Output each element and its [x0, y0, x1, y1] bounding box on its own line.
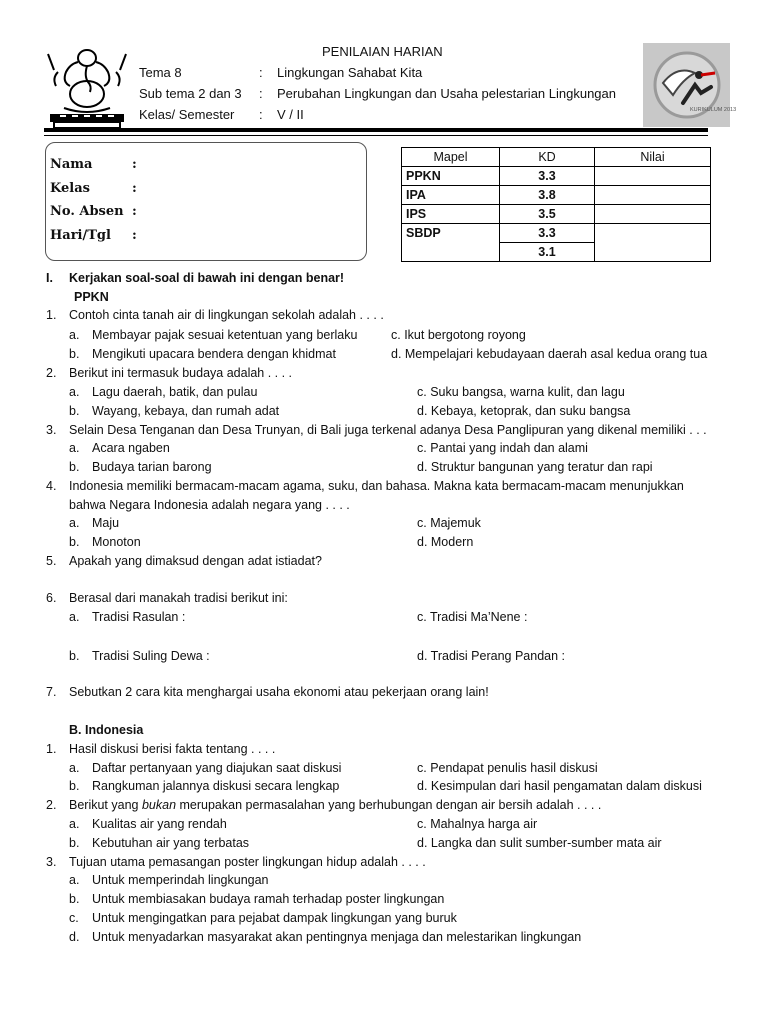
table-row: 3.1 — [402, 243, 711, 262]
option-c[interactable]: c. Untuk mengingatkan para pejabat dampak lingkungan yang buruk — [69, 911, 457, 925]
answer-perang-pandan[interactable]: d. Tradisi Perang Pandan : — [417, 649, 566, 663]
option-b[interactable]: b. Untuk membiasakan budaya ramah terhadap poster lingkungan — [69, 892, 445, 906]
kurikulum-logo-icon — [643, 43, 730, 127]
header-row-subtema: Sub tema 2 dan 3 : Perubahan Lingkungan dan Usaha pelestarian Lingkungan — [139, 86, 616, 101]
option-a[interactable]: a. Daftar pertanyaan yang diajukan saat diskusi — [69, 761, 342, 775]
question-4-continued: bahwa Negara Indonesia adalah negara yang . . . . — [69, 498, 350, 512]
table-row: IPA 3.8 — [402, 186, 711, 205]
field-kelas[interactable]: Kelas : — [50, 181, 137, 196]
option-d[interactable]: d. Langka dan sulit sumber-sumber mata air — [417, 836, 662, 850]
header-rule-thick — [44, 128, 708, 132]
nilai-cell-ppkn[interactable] — [595, 167, 711, 186]
table-row: SBDP 3.3 — [402, 224, 711, 243]
kurikulum-logo — [643, 43, 737, 127]
question-4: 4. Indonesia memiliki bermacam-macam agama, suku, dan bahasa. Makna kata bermacam-macam menunjukkan — [46, 479, 684, 493]
header-row-tema: Tema 8 : Lingkungan Sahabat Kita — [139, 65, 423, 80]
question-5: 5. Apakah yang dimaksud dengan adat istiadat? — [46, 554, 322, 568]
question-3: 3. Selain Desa Tenganan dan Desa Trunyan, di Bali juga terkenal adanya Desa Panglipuran yang dikenal memiliki . . . — [46, 423, 707, 437]
option-b[interactable]: b. Kebutuhan air yang terbatas — [69, 836, 250, 850]
option-a[interactable]: a. Lagu daerah, batik, dan pulau — [69, 385, 258, 399]
field-nama[interactable]: Nama : — [50, 157, 137, 172]
question-2: 2. Berikut yang bukan merupakan permasalahan yang berhubungan dengan air bersih adalah . . . . — [46, 798, 602, 812]
option-b[interactable]: b. Mengikuti upacara bendera dengan khidmat — [69, 347, 336, 361]
question-6: 6. Berasal dari manakah tradisi berikut ini: — [46, 591, 288, 605]
option-d[interactable]: d. Struktur bangunan yang teratur dan rapi — [417, 460, 653, 474]
section-instruction: I. Kerjakan soal-soal di bawah ini dengan benar! — [46, 271, 345, 285]
option-c[interactable]: c. Pendapat penulis hasil diskusi — [417, 761, 598, 775]
option-a[interactable]: a. Maju — [69, 516, 120, 530]
nilai-cell-sbdp[interactable] — [595, 224, 711, 262]
field-hari-tgl[interactable]: Hari/Tgl : — [50, 228, 137, 243]
option-d[interactable]: d. Kesimpulan dari hasil pengamatan dalam diskusi — [417, 779, 702, 793]
field-no-absen[interactable]: No. Absen : — [50, 204, 137, 219]
option-b[interactable]: b. Monoton — [69, 535, 141, 549]
option-d[interactable]: d. Untuk menyadarkan masyarakat akan pentingnya menjaga dan melestarikan lingkungan — [69, 930, 582, 944]
ganesha-logo-icon — [44, 42, 130, 130]
option-a[interactable]: a. Untuk memperindah lingkungan — [69, 873, 269, 887]
option-b[interactable]: b. Wayang, kebaya, dan rumah adat — [69, 404, 280, 418]
answer-manene[interactable]: c. Tradisi Ma’Nene : — [417, 610, 528, 624]
option-c[interactable]: c. Pantai yang indah dan alami — [417, 441, 588, 455]
question-1: 1. Hasil diskusi berisi fakta tentang . . . . — [46, 742, 276, 756]
question-3: 3. Tujuan utama pemasangan poster lingkungan hidup adalah . . . . — [46, 855, 426, 869]
nilai-cell-ips[interactable] — [595, 205, 711, 224]
option-b[interactable]: b. Budaya tarian barong — [69, 460, 212, 474]
header-rule-thin — [44, 135, 708, 136]
option-c[interactable]: c. Suku bangsa, warna kulit, dan lagu — [417, 385, 625, 399]
option-a[interactable]: a. Membayar pajak sesuai ketentuan yang berlaku — [69, 328, 358, 342]
option-d[interactable]: d. Modern — [417, 535, 474, 549]
nilai-cell-ipa[interactable] — [595, 186, 711, 205]
option-c[interactable]: c. Ikut bergotong royong — [391, 328, 526, 342]
table-header-row: Mapel KD Nilai — [402, 148, 711, 167]
answer-suling-dewa[interactable]: b. Tradisi Suling Dewa : — [69, 649, 210, 663]
page-title: PENILAIAN HARIAN — [322, 44, 443, 59]
marks-table — [401, 147, 711, 262]
option-d[interactable]: d. Mempelajari kebudayaan daerah asal kedua orang tua — [391, 347, 708, 361]
kurikulum-logo-text: KURIKULUM 2013 — [690, 107, 737, 113]
option-d[interactable]: d. Kebaya, ketoprak, dan suku bangsa — [417, 404, 631, 418]
question-7: 7. Sebutkan 2 cara kita menghargai usaha ekonomi atau pekerjaan orang lain! — [46, 685, 489, 699]
question-1: 1. Contoh cinta tanah air di lingkungan sekolah adalah . . . . — [46, 308, 384, 322]
option-b[interactable]: b. Rangkuman jalannya diskusi secara lengkap — [69, 779, 340, 793]
answer-rasulan[interactable]: a. Tradisi Rasulan : — [69, 610, 186, 624]
subject-ppkn: PPKN — [74, 290, 109, 304]
option-a[interactable]: a. Kualitas air yang rendah — [69, 817, 227, 831]
table-row: IPS 3.5 — [402, 205, 711, 224]
section-indonesia-title: B. Indonesia — [69, 723, 144, 737]
header-row-kelas: Kelas/ Semester : V / II — [139, 107, 304, 122]
option-c[interactable]: c. Majemuk — [417, 516, 481, 530]
option-a[interactable]: a. Acara ngaben — [69, 441, 170, 455]
table-row: PPKN 3.3 — [402, 167, 711, 186]
question-2: 2. Berikut ini termasuk budaya adalah . . . . — [46, 366, 293, 380]
option-c[interactable]: c. Mahalnya harga air — [417, 817, 538, 831]
